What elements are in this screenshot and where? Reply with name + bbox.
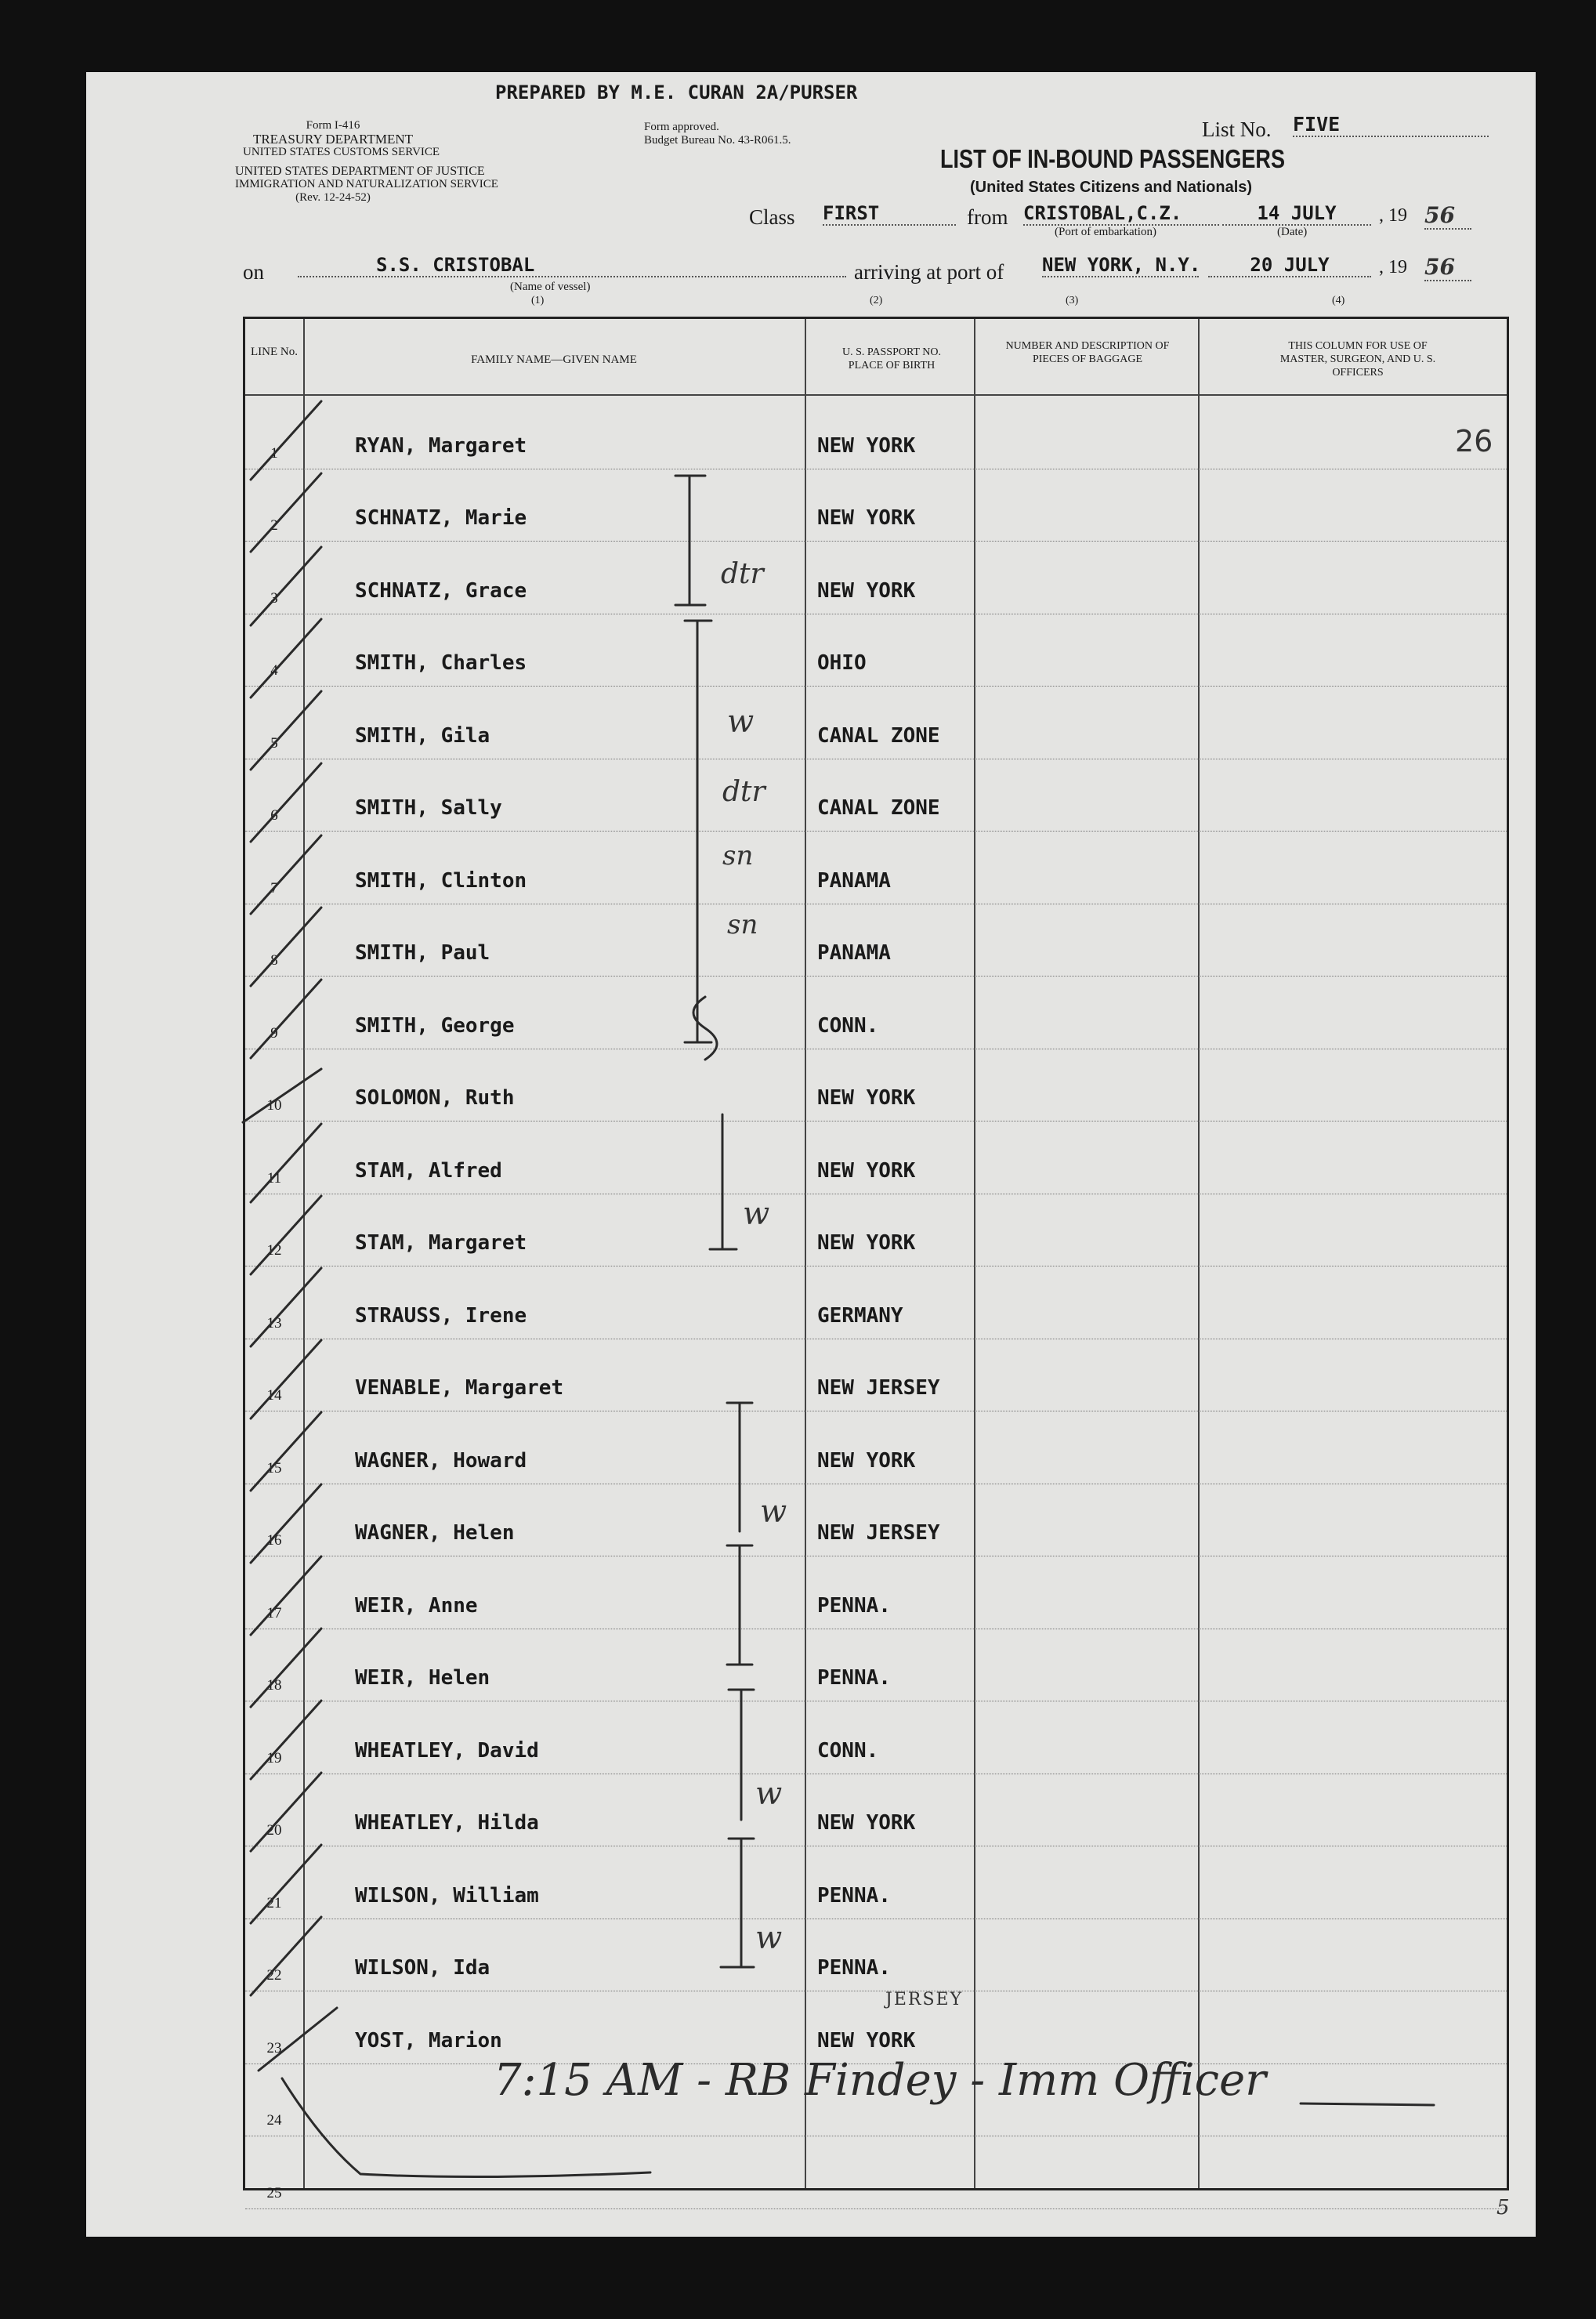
manifest-page — [86, 72, 1536, 2237]
vessel-caption: (Name of vessel) — [510, 281, 591, 293]
passenger-name: VENABLE, Margaret — [355, 1376, 564, 1400]
vessel-name: S.S. CRISTOBAL — [298, 254, 846, 277]
place-of-birth: PENNA. — [817, 1593, 891, 1618]
col4-num: (4) — [1332, 295, 1345, 306]
place-of-birth: PANAMA — [817, 868, 891, 893]
passenger-name: WAGNER, Howard — [355, 1448, 527, 1473]
line-number: 15 — [266, 1459, 282, 1477]
passenger-name: STRAUSS, Irene — [355, 1303, 527, 1328]
line-number: 12 — [266, 1242, 282, 1259]
handwritten-strokes — [86, 72, 1536, 2237]
form-justice: UNITED STATES DEPARTMENT OF JUSTICE — [235, 165, 485, 178]
class-value: FIRST — [823, 202, 956, 226]
prepared-by: PREPARED BY M.E. CURAN 2A/PURSER — [495, 82, 858, 103]
list-no-label: List No. — [1202, 118, 1272, 141]
handwritten-officer-note: 7:15 AM - RB Findey - Imm Officer — [494, 2055, 1266, 2106]
passenger-name: SMITH, Paul — [355, 941, 490, 965]
form-service: UNITED STATES CUSTOMS SERVICE — [243, 146, 440, 158]
header-baggage: NUMBER AND DESCRIPTION OF PIECES OF BAGGAGE — [1005, 340, 1170, 365]
handwritten-sn: sn — [722, 840, 754, 871]
passenger-name: SCHNATZ, Grace — [355, 578, 527, 603]
handwritten-dtr: dtr — [721, 558, 764, 590]
passenger-name: SMITH, Sally — [355, 796, 502, 820]
form-dept: TREASURY DEPARTMENT — [252, 132, 414, 147]
passenger-name: SOLOMON, Ruth — [355, 1086, 515, 1110]
date-caption: (Date) — [1277, 226, 1308, 238]
header-name: FAMILY NAME—GIVEN NAME — [471, 353, 637, 366]
handwritten-w: w — [755, 1776, 783, 1812]
line-number: 9 — [270, 1024, 278, 1042]
form-ins: IMMIGRATION AND NATURALIZATION SERVICE — [235, 178, 498, 190]
place-of-birth: NEW YORK — [817, 1448, 916, 1473]
passenger-name: WHEATLEY, David — [355, 1738, 539, 1763]
year1: 56 — [1424, 202, 1471, 230]
place-of-birth: CONN. — [817, 1738, 879, 1763]
line-number: 11 — [266, 1169, 282, 1187]
place-of-birth: NEW YORK — [817, 1158, 916, 1183]
passenger-name: SMITH, Gila — [355, 723, 490, 748]
line-number: 20 — [266, 1822, 282, 1839]
port-embark-caption: (Port of embarkation) — [1055, 226, 1156, 238]
line-number: 5 — [270, 734, 278, 752]
handwritten-sn: sn — [727, 909, 758, 940]
passenger-name: WILSON, Ida — [355, 1956, 490, 1980]
line-number: 21 — [266, 1894, 282, 1911]
handwritten-page-mark: 5 — [1496, 2196, 1510, 2219]
page-title: LIST OF IN-BOUND PASSENGERS — [940, 144, 1286, 173]
class-label: Class — [749, 205, 795, 229]
header-line-no: LINE No. — [251, 346, 298, 358]
passenger-name: STAM, Alfred — [355, 1158, 502, 1183]
arriving-label: arriving at port of — [854, 260, 1004, 284]
passenger-name: WAGNER, Helen — [355, 1521, 515, 1545]
passenger-name: SCHNATZ, Marie — [355, 506, 527, 530]
line-number: 23 — [266, 2039, 282, 2056]
line-number: 2 — [270, 517, 278, 534]
year-prefix-1: , 19 — [1379, 205, 1407, 226]
handwritten-jersey: JERSEY — [885, 1990, 964, 2009]
place-of-birth: NEW YORK — [817, 1086, 916, 1110]
line-number: 24 — [266, 2112, 282, 2129]
line-number: 16 — [266, 1532, 282, 1549]
line-number: 17 — [266, 1604, 282, 1621]
line-number: 18 — [266, 1677, 282, 1694]
from-label: from — [967, 205, 1008, 229]
passenger-name: WEIR, Helen — [355, 1666, 490, 1690]
passenger-name: STAM, Margaret — [355, 1231, 527, 1255]
place-of-birth: NEW JERSEY — [817, 1376, 940, 1400]
place-of-birth: NEW YORK — [817, 2028, 916, 2053]
passenger-name: WILSON, William — [355, 1883, 539, 1908]
count-note: 26 — [1455, 424, 1493, 458]
passenger-name: WHEATLEY, Hilda — [355, 1811, 539, 1835]
passenger-name: SMITH, Clinton — [355, 868, 527, 893]
form-rev: (Rev. 12-24-52) — [295, 191, 371, 204]
passenger-name: SMITH, Charles — [355, 651, 527, 675]
place-of-birth: PENNA. — [817, 1956, 891, 1980]
place-of-birth: GERMANY — [817, 1303, 903, 1328]
line-number: 25 — [266, 2184, 282, 2201]
place-of-birth: PENNA. — [817, 1883, 891, 1908]
handwritten-w: w — [727, 704, 755, 740]
col2-num: (2) — [870, 295, 883, 306]
header-officers: THIS COLUMN FOR USE OF MASTER, SURGEON, AND U. S. OFFICERS — [1279, 340, 1436, 379]
line-number: 3 — [270, 589, 278, 607]
page-subtitle: (United States Citizens and Nationals) — [970, 179, 1253, 196]
line-number: 14 — [266, 1387, 282, 1404]
year2: 56 — [1424, 254, 1471, 281]
header-passport: U. S. PASSPORT NO. PLACE OF BIRTH — [842, 346, 941, 371]
col3-num: (3) — [1066, 295, 1079, 306]
line-number: 7 — [270, 879, 278, 897]
place-of-birth: NEW JERSEY — [817, 1521, 940, 1545]
year-prefix-2: , 19 — [1379, 257, 1407, 277]
place-of-birth: OHIO — [817, 651, 867, 675]
passenger-name: YOST, Marion — [355, 2028, 502, 2053]
handwritten-w: w — [760, 1494, 787, 1530]
on-label: on — [243, 260, 264, 284]
form-budget: Budget Bureau No. 43-R061.5. — [644, 134, 791, 147]
from-value: CRISTOBAL,C.Z. — [1023, 202, 1219, 226]
handwritten-dtr: dtr — [722, 776, 765, 808]
place-of-birth: NEW YORK — [817, 578, 916, 603]
col1-num: (1) — [531, 295, 545, 306]
place-of-birth: PANAMA — [817, 941, 891, 965]
line-number: 8 — [270, 952, 278, 969]
place-of-birth: NEW YORK — [817, 1231, 916, 1255]
line-number: 22 — [266, 1967, 282, 1984]
place-of-birth: PENNA. — [817, 1666, 891, 1690]
place-of-birth: CONN. — [817, 1013, 879, 1038]
passenger-name: WEIR, Anne — [355, 1593, 478, 1618]
passenger-name: RYAN, Margaret — [355, 433, 527, 458]
place-of-birth: CANAL ZONE — [817, 723, 940, 748]
date2: 20 JULY — [1208, 254, 1371, 277]
place-of-birth: NEW YORK — [817, 506, 916, 530]
line-number: 13 — [266, 1314, 282, 1332]
passenger-name: SMITH, George — [355, 1013, 515, 1038]
line-number: 10 — [266, 1097, 282, 1114]
list-no-value: FIVE — [1293, 113, 1489, 137]
date1: 14 JULY — [1222, 202, 1371, 226]
arrival-port: NEW YORK, N.Y. — [1042, 254, 1201, 276]
place-of-birth: CANAL ZONE — [817, 796, 940, 820]
form-number: Form I-416 — [306, 119, 360, 132]
line-number: 6 — [270, 807, 278, 824]
line-number: 19 — [266, 1749, 282, 1766]
place-of-birth: NEW YORK — [817, 1811, 916, 1835]
form-approved: Form approved. — [644, 121, 719, 133]
place-of-birth: NEW YORK — [817, 433, 916, 458]
line-number: 4 — [270, 662, 278, 679]
handwritten-w: w — [755, 1920, 783, 1956]
line-number: 1 — [270, 444, 278, 462]
handwritten-w: w — [743, 1196, 770, 1232]
